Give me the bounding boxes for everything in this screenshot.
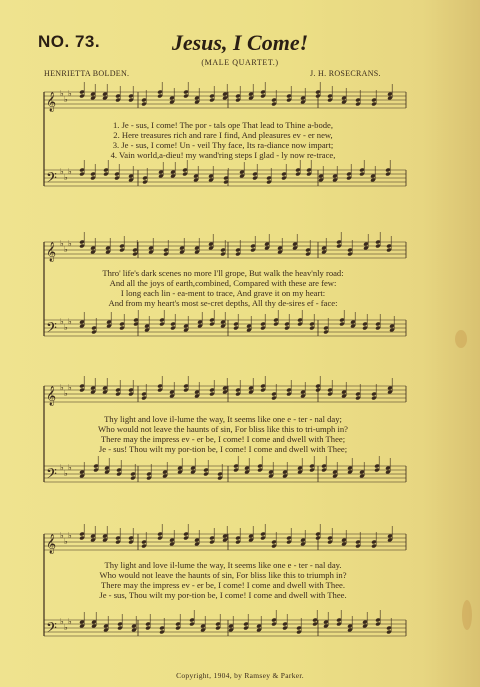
bass-clef-icon: 𝄢 bbox=[46, 170, 57, 190]
flat-icon: ♭ bbox=[68, 531, 72, 540]
paper-stain bbox=[455, 330, 467, 348]
lyric-line: 4. Vain world,a-dieu! my wand'ring steps I glad - ly now re-trace, bbox=[110, 150, 336, 160]
bass-clef-icon: 𝄢 bbox=[46, 320, 57, 340]
flat-icon: ♭ bbox=[68, 167, 72, 176]
treble-clef-icon: 𝄞 bbox=[46, 386, 57, 406]
flat-icon: ♭ bbox=[60, 317, 64, 326]
flat-icon: ♭ bbox=[64, 95, 68, 104]
lyric-line: And all the joys of earth,combined, Compared with these are few: bbox=[109, 278, 337, 288]
treble-clef-icon: 𝄞 bbox=[46, 242, 57, 262]
music-system-1 bbox=[38, 86, 408, 196]
flat-icon: ♭ bbox=[60, 531, 64, 540]
treble-staff bbox=[44, 376, 406, 406]
bass-clef-icon: 𝄢 bbox=[46, 620, 57, 640]
lyric-line: Je - sus, Thou wilt my por-tion be, I come! I come and dwell with Thee. bbox=[99, 590, 347, 600]
copyright-notice: Copyright, 1904, by Ramsey & Parker. bbox=[176, 671, 304, 680]
lyric-line: Thy light and love il-lume the way, It seems like one e - ter - nal day. bbox=[104, 560, 342, 570]
flat-icon: ♭ bbox=[68, 383, 72, 392]
flat-icon: ♭ bbox=[68, 463, 72, 472]
flat-icon: ♭ bbox=[64, 389, 68, 398]
music-system-3 bbox=[38, 380, 408, 495]
lyric-line: There may the impress ev - er be, I come! I come and dwell with Thee. bbox=[101, 580, 345, 590]
bass-staff bbox=[44, 610, 406, 640]
lyric-line: 1. Je - sus, I come! The por - tals ope That lead to Thine a-bode, bbox=[112, 120, 334, 130]
lyric-line: 2. Here treasures rich and rare I find, And pleasures ev - er new, bbox=[113, 130, 333, 140]
lyric-line: I long each lin - ea-ment to trace, And grave it on my heart: bbox=[120, 288, 326, 298]
lyric-line: There may the impress ev - er be, I come! I come and dwell with Thee; bbox=[100, 434, 346, 444]
hymn-subtitle: (MALE QUARTET.) bbox=[201, 58, 279, 67]
treble-staff bbox=[44, 232, 406, 262]
lyric-line: Thro' life's dark scenes no more I'll grope, But walk the heav'nly road: bbox=[102, 268, 344, 278]
bass-staff bbox=[44, 160, 406, 190]
flat-icon: ♭ bbox=[60, 463, 64, 472]
flat-icon: ♭ bbox=[64, 469, 68, 478]
lyric-line: 3. Je - sus, I come! Un - veil Thy face, Its ra-diance now impart; bbox=[112, 140, 334, 150]
flat-icon: ♭ bbox=[60, 617, 64, 626]
composer-credit: J. H. ROSECRANS. bbox=[310, 69, 381, 78]
treble-staff bbox=[44, 82, 406, 112]
lyric-line: Thy light and love il-lume the way, It seems like one e - ter - nal day; bbox=[104, 414, 342, 424]
flat-icon: ♭ bbox=[64, 323, 68, 332]
flat-icon: ♭ bbox=[60, 239, 64, 248]
treble-clef-icon: 𝄞 bbox=[46, 92, 57, 112]
hymn-title: Jesus, I Come! bbox=[171, 30, 309, 55]
treble-staff bbox=[44, 524, 406, 554]
author-credit: HENRIETTA BOLDEN. bbox=[44, 69, 130, 78]
paper-stain bbox=[462, 600, 472, 630]
bass-clef-icon: 𝄢 bbox=[46, 466, 57, 486]
flat-icon: ♭ bbox=[68, 617, 72, 626]
bass-staff bbox=[44, 310, 406, 340]
music-system-2 bbox=[38, 232, 408, 347]
lyric-line: Who would not leave the haunts of sin, For bliss like this to triumph in? bbox=[99, 570, 347, 580]
flat-icon: ♭ bbox=[68, 89, 72, 98]
flat-icon: ♭ bbox=[64, 173, 68, 182]
flat-icon: ♭ bbox=[60, 167, 64, 176]
treble-clef-icon: 𝄞 bbox=[46, 534, 57, 554]
flat-icon: ♭ bbox=[68, 317, 72, 326]
lyric-line: Je - sus! Thou wilt my por-tion be, I come! I come and dwell with Thee; bbox=[98, 444, 348, 454]
lyric-line: And from my heart's most se-cret depths, All thy de-sires ef - face: bbox=[108, 298, 338, 308]
music-system-4 bbox=[38, 528, 408, 663]
flat-icon: ♭ bbox=[68, 239, 72, 248]
flat-icon: ♭ bbox=[64, 537, 68, 546]
hymn-number: NO. 73. bbox=[38, 32, 101, 51]
flat-icon: ♭ bbox=[60, 89, 64, 98]
flat-icon: ♭ bbox=[64, 245, 68, 254]
flat-icon: ♭ bbox=[64, 623, 68, 632]
lyric-line: Who would not leave the haunts of sin, For bliss like this to tri-umph in? bbox=[98, 424, 348, 434]
bass-staff bbox=[44, 456, 406, 486]
flat-icon: ♭ bbox=[60, 383, 64, 392]
